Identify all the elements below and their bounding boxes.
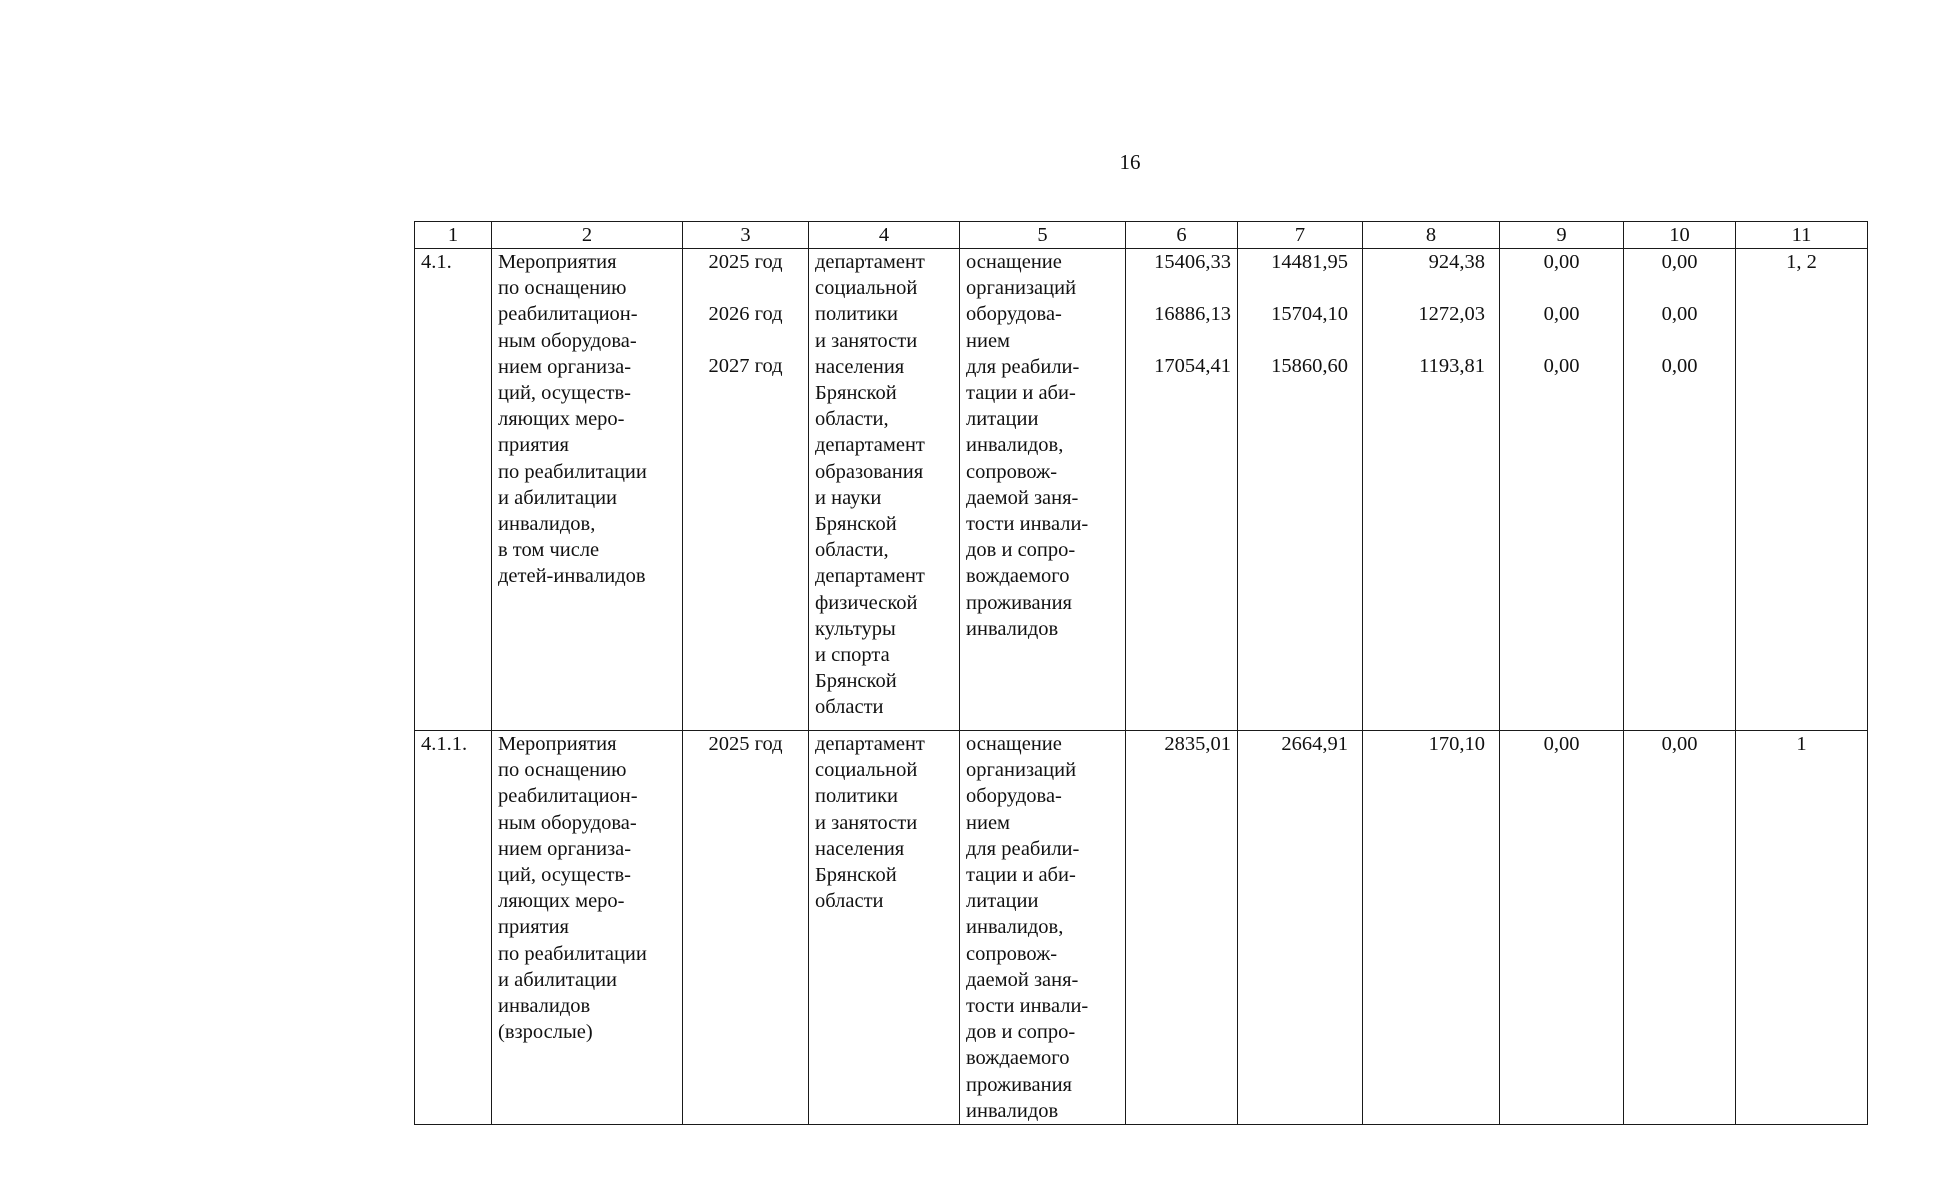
amount-col7: 2664,91 xyxy=(1238,731,1363,1125)
amount-col9: 0,00 0,00 0,00 xyxy=(1500,249,1624,731)
amount-col7: 14481,95 15704,10 15860,60 xyxy=(1238,249,1363,731)
amount-col6: 2835,01 xyxy=(1126,731,1238,1125)
executor: департамент социальной политики и занятости населения Брянской области xyxy=(809,731,960,1125)
amount-col8: 924,38 1272,03 1193,81 xyxy=(1363,249,1500,731)
column-number: 2 xyxy=(492,222,683,249)
table-row xyxy=(415,731,1868,1125)
page-number: 16 xyxy=(1119,150,1141,174)
year: 2027 год xyxy=(708,355,783,378)
program-table xyxy=(414,221,1868,1125)
measure-name: Мероприятия по оснащению реабилитацион- ным оборудова- нием организа- ций, осуществ- ляющих меро- приятия по реабилитации и абилитации инвалидов (взрослые) xyxy=(492,731,683,1125)
amount-col10: 0,00 xyxy=(1624,731,1736,1125)
row-number: 4.1. xyxy=(415,249,492,731)
column-number: 5 xyxy=(960,222,1126,249)
column-number: 4 xyxy=(809,222,960,249)
amount-col8: 170,10 xyxy=(1363,731,1500,1125)
year: 2026 год xyxy=(708,303,783,326)
purpose: оснащение организаций оборудова- нием для реабили- тации и аби- литации инвалидов, сопровож- даемой заня- тости инвали- дов и сопро- вождаемого проживания инвалидов xyxy=(960,249,1126,731)
row-number: 4.1.1. xyxy=(415,731,492,1125)
indicator-ref: 1 xyxy=(1736,731,1868,1125)
column-number: 6 xyxy=(1126,222,1238,249)
year: 2025 год xyxy=(708,733,783,755)
column-number: 3 xyxy=(683,222,809,249)
column-number: 1 xyxy=(415,222,492,249)
purpose: оснащение организаций оборудова- нием для реабили- тации и аби- литации инвалидов, сопровож- даемой заня- тости инвали- дов и сопро- вождаемого проживания инвалидов xyxy=(960,731,1126,1125)
amount-col9: 0,00 xyxy=(1500,731,1624,1125)
year: 2025 год xyxy=(708,251,783,273)
column-numbers-row xyxy=(415,222,1868,249)
column-number: 10 xyxy=(1624,222,1736,249)
years-cell xyxy=(683,731,809,1125)
table-row xyxy=(415,249,1868,731)
column-number: 11 xyxy=(1736,222,1868,249)
amount-col6: 15406,33 16886,13 17054,41 xyxy=(1126,249,1238,731)
amount-col10: 0,00 0,00 0,00 xyxy=(1624,249,1736,731)
measure-name: Мероприятия по оснащению реабилитацион- ным оборудова- нием организа- ций, осуществ- ляющих меро- приятия по реабилитации и абилитации инвалидов, в том числе детей-инвалидов xyxy=(492,249,683,731)
years-cell xyxy=(683,249,809,731)
column-number: 9 xyxy=(1500,222,1624,249)
column-number: 7 xyxy=(1238,222,1363,249)
column-number: 8 xyxy=(1363,222,1500,249)
indicator-ref: 1, 2 xyxy=(1736,249,1868,731)
executor: департамент социальной политики и занятости населения Брянской области, департамент образования и науки Брянской области, департамент физической культуры и спорта Брянской области xyxy=(809,249,960,731)
